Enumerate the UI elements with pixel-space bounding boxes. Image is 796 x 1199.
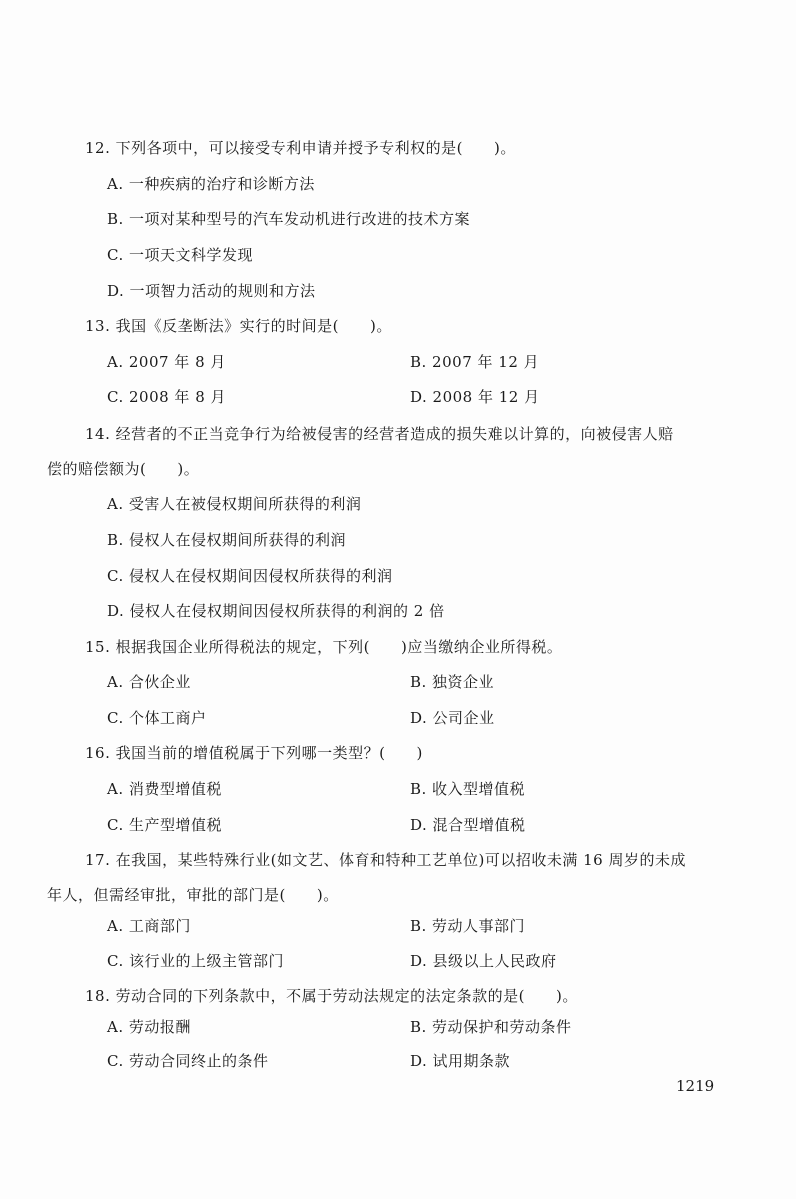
question-17-stem: 17. 在我国，某些特殊行业(如文艺、体育和特种工艺单位)可以招收未满 16 周岁的未成: [85, 851, 686, 869]
question-16-option-b: B. 收入型增值税: [410, 780, 526, 798]
question-17-option-b: B. 劳动人事部门: [410, 917, 526, 935]
question-13-stem: 13. 我国《反垄断法》实行的时间是( )。: [85, 317, 392, 335]
question-17-option-a: A. 工商部门: [107, 917, 191, 935]
question-14-stem-continued: 偿的赔偿额为( )。: [47, 460, 200, 478]
question-14-option-b: B. 侵权人在侵权期间所获得的利润: [107, 531, 347, 549]
question-15-option-c: C. 个体工商户: [107, 709, 207, 727]
question-17-option-d: D. 县级以上人民政府: [410, 952, 557, 970]
page-number: 1219: [676, 1077, 715, 1095]
question-17-stem-continued: 年人，但需经审批，审批的部门是( )。: [47, 886, 339, 904]
question-12-option-b: B. 一项对某种型号的汽车发动机进行改进的技术方案: [107, 210, 471, 228]
question-12-option-d: D. 一项智力活动的规则和方法: [107, 282, 316, 300]
question-14-option-d: D. 侵权人在侵权期间因侵权所获得的利润的 2 倍: [107, 602, 445, 620]
question-15-option-d: D. 公司企业: [410, 709, 495, 727]
question-13-option-c: C. 2008 年 8 月: [107, 388, 227, 406]
question-18-option-c: C. 劳动合同终止的条件: [107, 1052, 269, 1070]
question-13-option-b: B. 2007 年 12 月: [410, 353, 540, 371]
question-18-option-a: A. 劳动报酬: [107, 1018, 191, 1036]
question-18-option-b: B. 劳动保护和劳动条件: [410, 1018, 572, 1036]
question-13-option-d: D. 2008 年 12 月: [410, 388, 540, 406]
question-12-option-a: A. 一种疾病的治疗和诊断方法: [107, 175, 315, 193]
question-15-option-b: B. 独资企业: [410, 673, 495, 691]
question-12-stem: 12. 下列各项中，可以接受专利申请并授予专利权的是( )。: [85, 139, 516, 157]
question-16-option-a: A. 消费型增值税: [107, 780, 222, 798]
question-14-stem: 14. 经营者的不正当竞争行为给被侵害的经营者造成的损失难以计算的，向被侵害人赔: [85, 425, 674, 443]
question-12-option-c: C. 一项天文科学发现: [107, 246, 253, 264]
question-17-option-c: C. 该行业的上级主管部门: [107, 952, 284, 970]
question-16-option-d: D. 混合型增值税: [410, 816, 526, 834]
question-18-stem: 18. 劳动合同的下列条款中，不属于劳动法规定的法定条款的是( )。: [85, 987, 578, 1005]
question-15-option-a: A. 合伙企业: [107, 673, 191, 691]
question-18-option-d: D. 试用期条款: [410, 1052, 511, 1070]
question-16-option-c: C. 生产型增值税: [107, 816, 222, 834]
question-14-option-a: A. 受害人在被侵权期间所获得的利润: [107, 495, 362, 513]
question-13-option-a: A. 2007 年 8 月: [107, 353, 226, 371]
question-14-option-c: C. 侵权人在侵权期间因侵权所获得的利润: [107, 567, 393, 585]
question-16-stem: 16. 我国当前的增值税属于下列哪一类型？( ): [85, 744, 423, 762]
question-15-stem: 15. 根据我国企业所得税法的规定，下列( )应当缴纳企业所得税。: [85, 638, 563, 656]
